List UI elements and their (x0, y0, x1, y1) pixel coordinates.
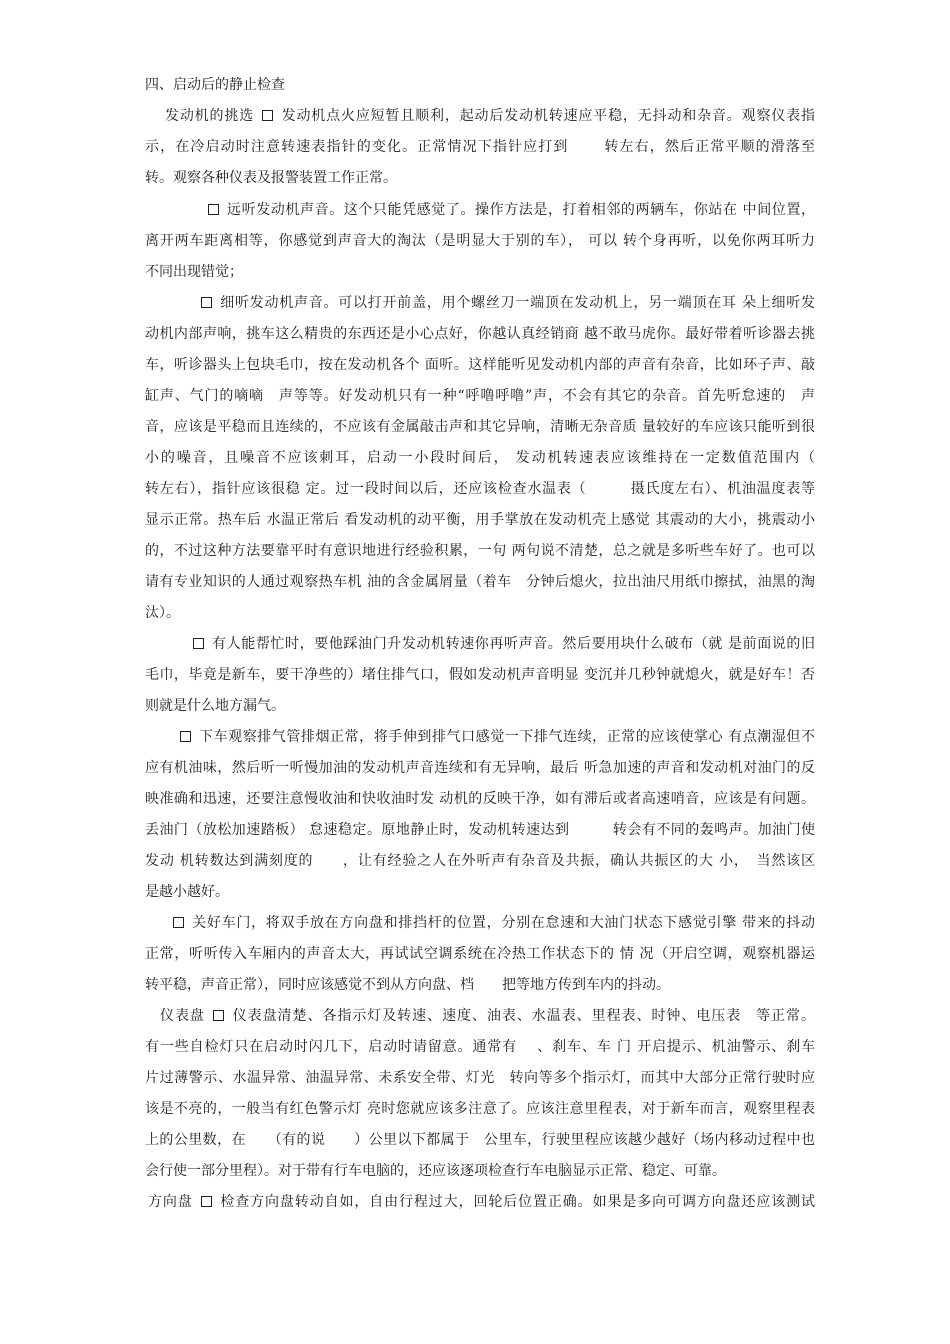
paragraph-line: 转平稳，声音正常），同时应该感觉不到从方向盘、档 把等地方传到车内的抖动。 (145, 977, 670, 993)
paragraph-line: 发动 机转数达到满刻度的 ，让有经验之人在外听声有杂音及共振，确认共振区的大 小， 当然该区 (145, 853, 815, 869)
paragraph-line: 小的噪音，且噪音不应该刺耳，启动一小段时间后， 发动机转速表应该维持在一定数值范围内（ (145, 450, 815, 466)
paragraph-line: 关好车门，将双手放在方向盘和排挡杆的位置，分别在怠速和大油门状态下感觉引擎 带来的抖动 (170, 913, 815, 933)
paragraph-line: 毛巾，毕竟是新车，要干净些的）堵住排气口，假如发动机声音明显 变沉并几秒钟就熄火，就是好车！否 (145, 667, 815, 683)
checkbox-icon (193, 638, 204, 649)
paragraph-line: 转。观察各种仪表及报警装置工作正常。 (145, 170, 397, 186)
checkbox-icon (208, 204, 219, 215)
checkbox-icon (213, 1010, 224, 1021)
paragraph-line: 片过薄警示、水温异常、油温异常、未系安全带、灯光 转向等多个指示灯，而其中大部分正常行驶时应 (145, 1070, 815, 1086)
paragraph-line: 丢油门（放松加速踏板） 怠速稳定。原地静止时，发动机转速达到 转会有不同的轰鸣声。加油门使 (145, 822, 815, 838)
paragraph-line: 显示正常。热车后 水温正常后 看发动机的动平衡，用手掌放在发动机壳上感觉 其震动的大小，挑震动小 (145, 512, 815, 528)
paragraph-line: 方向盘 检查方向盘转动自如，自由行程过大，回轮后位置正确。如果是多向可调方向盘还应该测试 (148, 1194, 815, 1210)
paragraph-line: 则就是什么地方漏气。 (145, 698, 285, 714)
paragraph-line: 是越小越好。 (145, 884, 229, 900)
section-heading: 四、启动后的静止检查 (145, 77, 285, 93)
checkbox-icon (173, 917, 184, 928)
paragraph-line: 发动机的挑选 发动机点火应短暂且顺利，起动后发动机转速应平稳，无抖动和杂音。观察仪表指 (165, 108, 815, 124)
paragraph-line: 上的公里数，在 （有的说 ）公里以下都属于 公里车，行驶里程应该越少越好（场内移动过程中也 (145, 1132, 815, 1148)
paragraph-line: 有人能帮忙时，要他踩油门升发动机转速你再听声音。然后要用块什么破布（就 是前面说的旧 (190, 634, 815, 654)
checkbox-icon (201, 297, 212, 308)
paragraph-line: 汰）。 (145, 605, 180, 621)
paragraph-line: 示，在冷启动时注意转速表指针的变化。正常情况下指针应打到 转左右，然后正常平顺的滑落至 (145, 139, 815, 155)
paragraph-line: 会行使一部分里程）。对于带有行车电脑的，还应该逐项检查行车电脑显示正常、稳定、可靠。 (145, 1163, 726, 1179)
paragraph-line: 动机内部声响，挑车这么精贵的东西还是小心点好，你越认真经销商 越不敢马虎你。最好带着听诊器去挑 (145, 326, 815, 342)
paragraph-line: 请有专业知识的人通过观察热车机 油的含金属屑量（着车 分钟后熄火，拉出油尺用纸巾擦拭，油黑的淘 (145, 574, 815, 590)
paragraph-line: 正常，听听传入车厢内的声音太大，再试试空调系统在冷热工作状态下的 情 况（开启空调，观察机器运 (145, 946, 815, 962)
paragraph-line: 细听发动机声音。可以打开前盖，用个螺丝刀一端顶在发动机上，另一端顶在耳 朵上细听发 (198, 293, 815, 313)
paragraph-line: 音，应该是平稳而且连续的，不应该有金属敲击声和其它异响，清晰无杂音质 量较好的车应该只能听到很 (145, 419, 815, 435)
paragraph-line: 仪表盘 仪表盘清楚、各指示灯及转速、速度、油表、水温表、里程表、时钟、电压表 等正常。 (160, 1008, 815, 1024)
paragraph-line: 转左右），指针应该很稳 定。过一段时间以后，还应该检查水温表（ 摄氏度左右）、机油温度表等 (145, 481, 815, 497)
paragraph-line: 应有机油味，然后听一听慢加油的发动机声音连续和有无异响，最后 听急加速的声音和发动机对油门的反 (145, 760, 815, 776)
paragraph-line: 下车观察排气管排烟正常，将手伸到排气口感觉一下排气连续，正常的应该使掌心 有点潮湿但不 (177, 727, 815, 747)
paragraph-line: 有一些自检灯只在启动时闪几下，启动时请留意。通常有 、刹车、车 门 开启提示、机油警示、刹车 (145, 1039, 815, 1055)
checkbox-icon (262, 110, 273, 121)
paragraph-line: 缸声、气门的嘀嘀 声等等。好发动机只有一种“呼噜呼噜”声，不会有其它的杂音。首先听怠速的 声 (145, 388, 815, 404)
checkbox-icon (201, 1196, 212, 1207)
paragraph-line: 该是不亮的，一般当有红色警示灯 亮时您就应该多注意了。应该注意里程表，对于新车而言，观察里程表 (145, 1101, 815, 1117)
paragraph-line: 远听发动机声音。这个只能凭感觉了。操作方法是，打着相邻的两辆车，你站在 中间位置， (205, 200, 815, 220)
paragraph-line: 的，不过这种方法要靠平时有意识地进行经验积累，一句 两句说不清楚，总之就是多听些车好了。也可以 (145, 543, 815, 559)
checkbox-icon (180, 731, 191, 742)
paragraph-line: 不同出现错觉； (145, 264, 243, 280)
paragraph-line: 映准确和迅速，还要注意慢收油和快收油时发 动机的反映干净，如有滞后或者高速哨音，应该是有问题。 (145, 791, 815, 807)
paragraph-line: 车，听诊器头上包块毛巾，按在发动机各个 面听。这样能听见发动机内部的声音有杂音，比如环子声、敲 (145, 357, 815, 373)
paragraph-line: 离开两车距离相等，你感觉到声音大的淘汰（是明显大于别的车）， 可以 转个身再听，以免你两耳听力 (145, 233, 815, 249)
